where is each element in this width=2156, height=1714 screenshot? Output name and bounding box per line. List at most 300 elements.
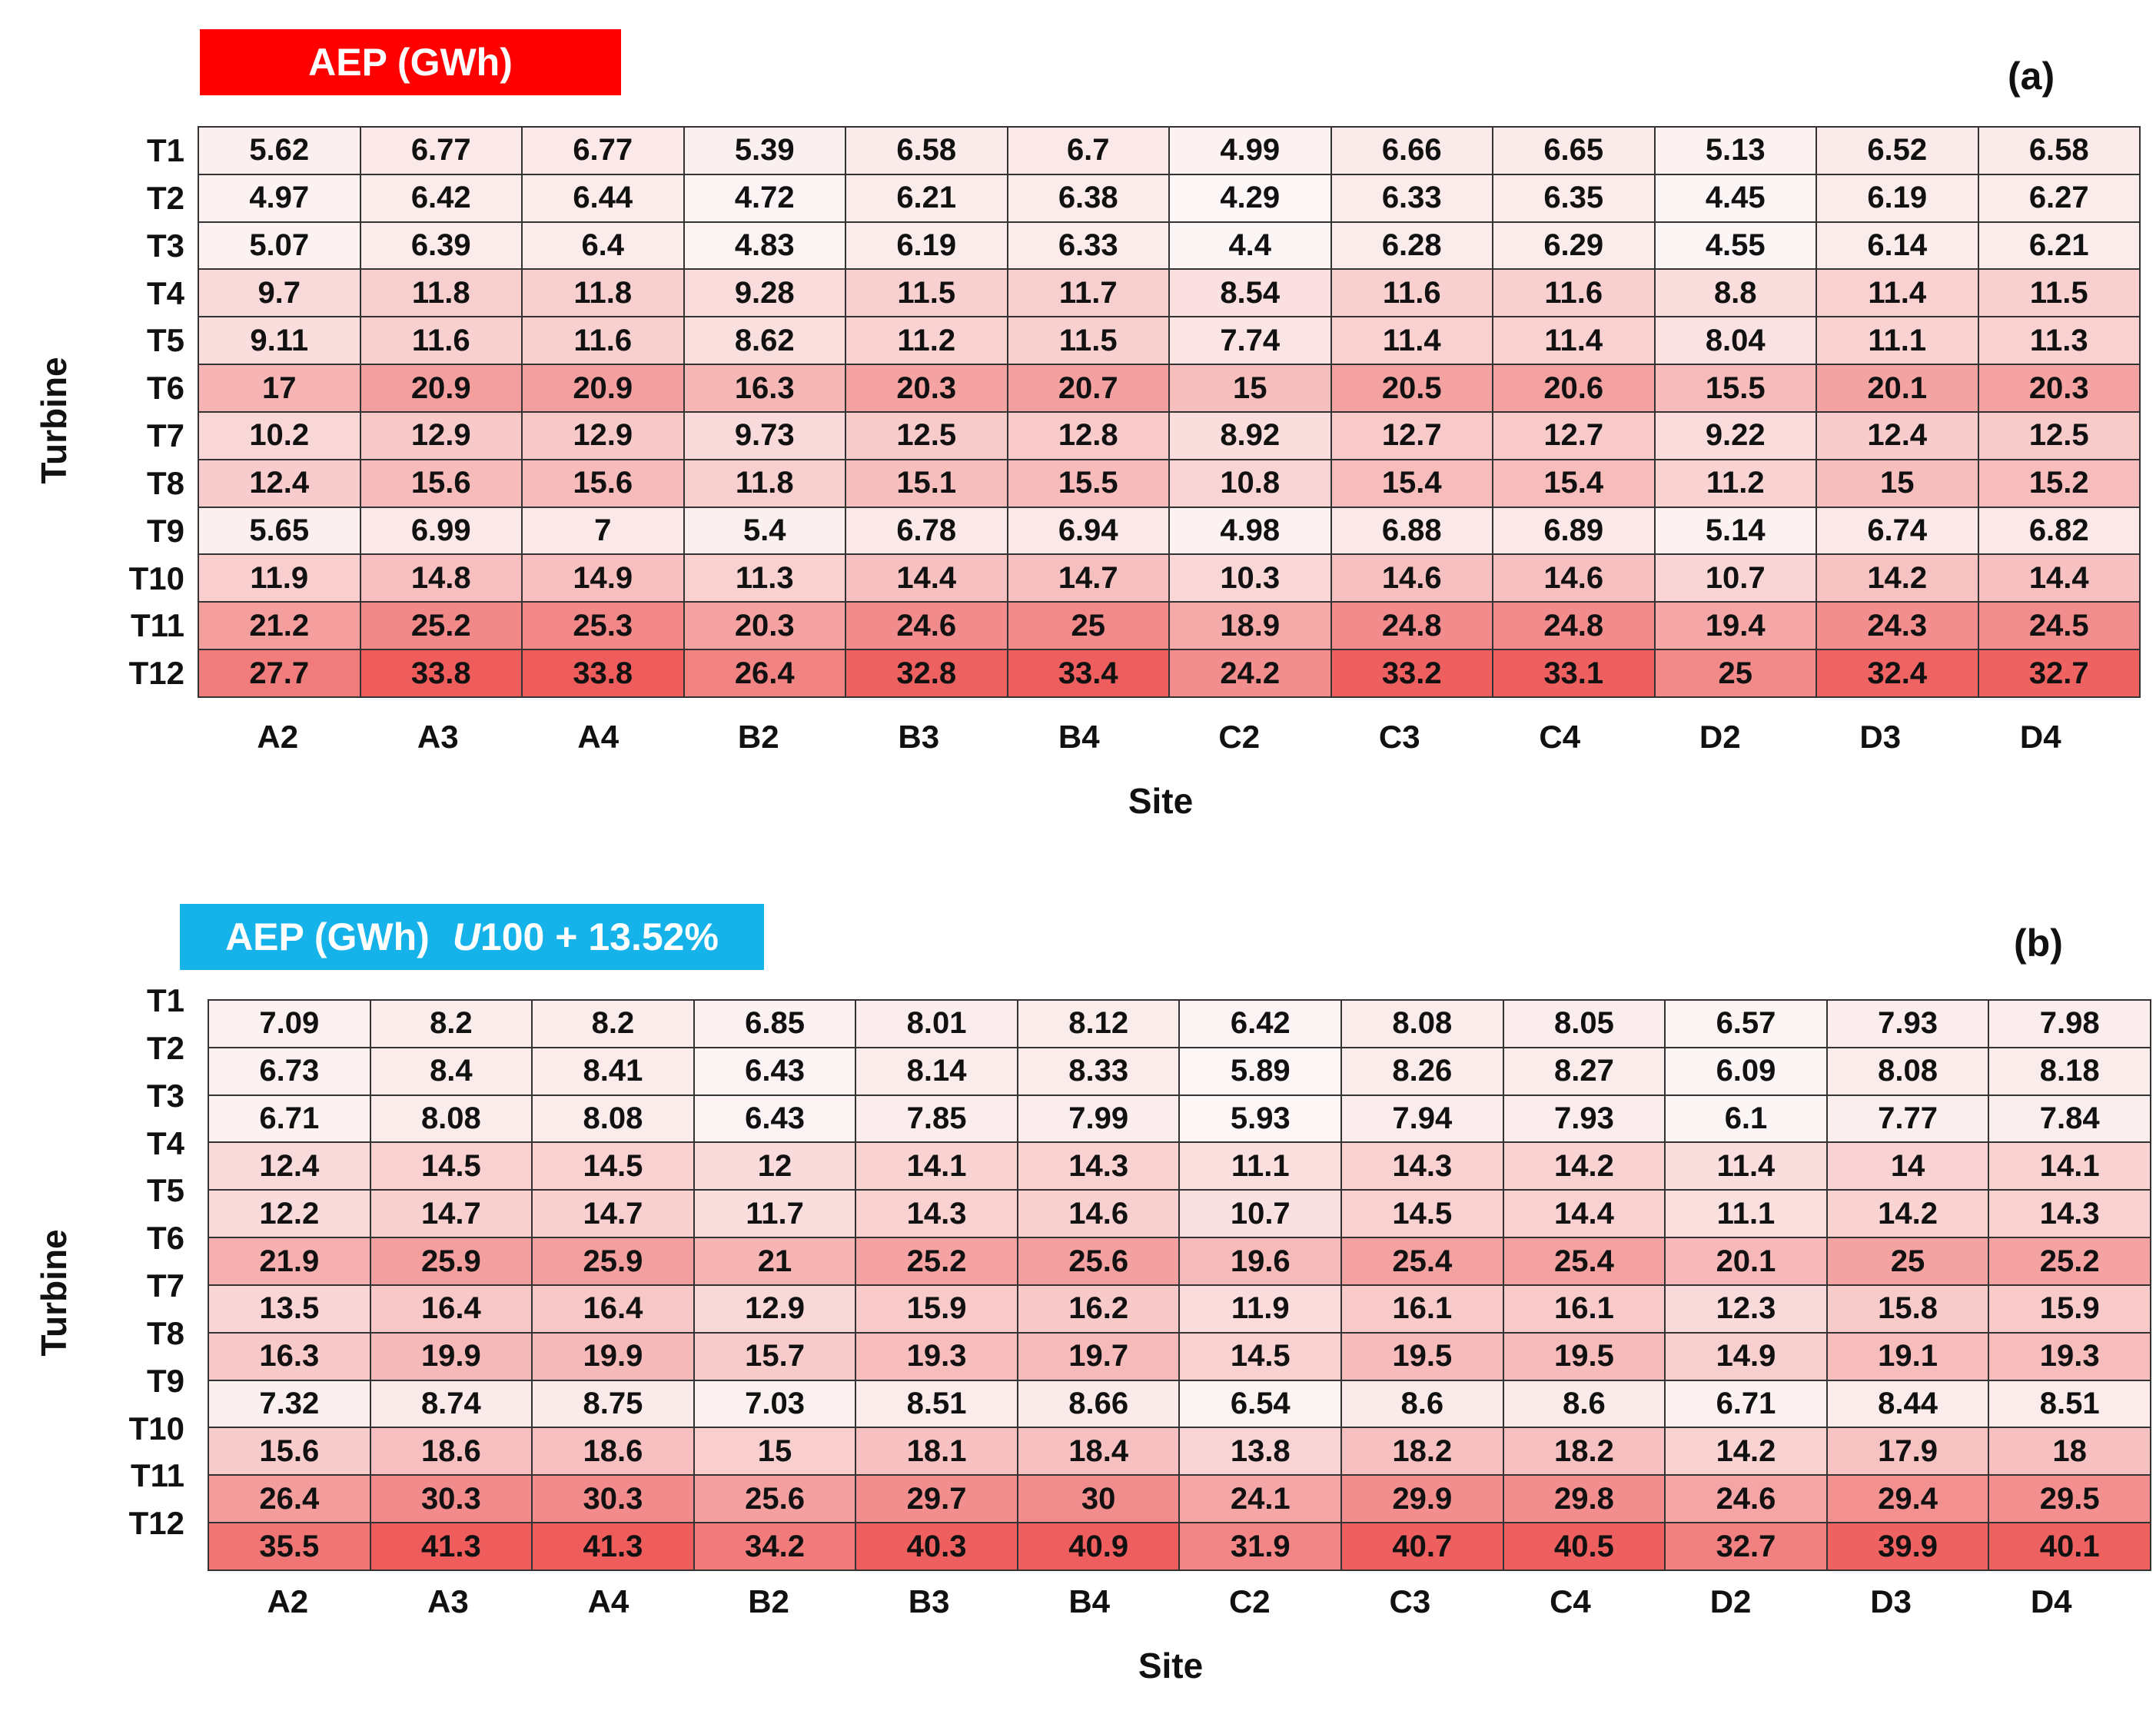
heatmap-cell: 8.62: [684, 317, 846, 364]
heatmap-row: [208, 1380, 2151, 1428]
column-label: B2: [737, 719, 779, 755]
heatmap-cell: 14.2: [1665, 1427, 1827, 1475]
heatmap-cell: 21.9: [208, 1237, 370, 1285]
heatmap-cell: 6.78: [845, 507, 1008, 555]
heatmap-row: [208, 1427, 2151, 1475]
heatmap-cell: 11.3: [684, 554, 846, 602]
column-label: A4: [577, 719, 620, 755]
heatmap-cell: 4.72: [684, 174, 846, 222]
heatmap-cell: 14.2: [1816, 554, 1978, 602]
heatmap-row: [208, 1142, 2151, 1190]
heatmap-cell: 24.6: [845, 602, 1008, 649]
heatmap-row: [198, 649, 2140, 697]
heatmap-grid: [208, 999, 2151, 1571]
heatmap-cell: 6.58: [845, 127, 1008, 174]
heatmap-cell: 40.7: [1341, 1523, 1503, 1570]
y-axis-label: Turbine: [34, 357, 74, 484]
heatmap-cell: 6.77: [522, 127, 684, 174]
chart-title-banner: [200, 29, 621, 95]
heatmap-cell: 25.9: [532, 1237, 694, 1285]
heatmap-panel-b: [0, 876, 2156, 1714]
heatmap-cell: 14.5: [532, 1142, 694, 1190]
heatmap-cell: 31.9: [1179, 1523, 1341, 1570]
heatmap-cell: 6.43: [694, 1095, 856, 1143]
heatmap-cell: 11.5: [1008, 317, 1170, 364]
heatmap-cell: 14.3: [1018, 1142, 1180, 1190]
chart-title: AEP (GWh): [308, 41, 513, 84]
heatmap-cell: 6.77: [360, 127, 523, 174]
heatmap-cell: 12.5: [1978, 412, 2141, 460]
heatmap-cell: 11.1: [1816, 317, 1978, 364]
heatmap-cell: 15.9: [855, 1285, 1018, 1333]
heatmap-cell: 6.35: [1493, 174, 1655, 222]
heatmap-row: [208, 1285, 2151, 1333]
heatmap-cell: 24.8: [1493, 602, 1655, 649]
heatmap-cell: 6.94: [1008, 507, 1170, 555]
heatmap-cell: 8.18: [1988, 1048, 2151, 1095]
heatmap-cell: 8.05: [1503, 1000, 1666, 1048]
column-label: B4: [1068, 1583, 1111, 1619]
heatmap-cell: 29.7: [855, 1475, 1018, 1523]
heatmap-cell: 8.08: [532, 1095, 694, 1143]
heatmap-cell: 10.7: [1179, 1190, 1341, 1237]
heatmap-cell: 14: [1827, 1142, 1989, 1190]
heatmap-cell: 5.07: [198, 222, 360, 270]
heatmap-cell: 16.1: [1341, 1285, 1503, 1333]
column-label: D3: [1859, 719, 1902, 755]
heatmap-cell: 6.28: [1331, 222, 1493, 270]
heatmap-cell: 6.21: [1978, 222, 2141, 270]
row-label: T10: [128, 560, 184, 596]
heatmap-cell: 24.2: [1169, 649, 1331, 697]
heatmap-cell: 11.9: [1179, 1285, 1341, 1333]
heatmap-cell: 8.92: [1169, 412, 1331, 460]
heatmap-cell: 21.2: [198, 602, 360, 649]
heatmap-cell: 11.7: [694, 1190, 856, 1237]
heatmap-cell: 15: [694, 1427, 856, 1475]
column-label: D4: [2030, 1583, 2072, 1619]
heatmap-row: [198, 364, 2140, 412]
heatmap-row: [198, 174, 2140, 222]
heatmap-cell: 16.2: [1018, 1285, 1180, 1333]
column-label: D4: [2019, 719, 2061, 755]
heatmap-cell: 33.1: [1493, 649, 1655, 697]
column-label: C3: [1389, 1583, 1431, 1619]
heatmap-cell: 15.6: [208, 1427, 370, 1475]
heatmap-cell: 24.5: [1978, 602, 2141, 649]
heatmap-cell: 12.7: [1493, 412, 1655, 460]
heatmap-cell: 5.4: [684, 507, 846, 555]
heatmap-cell: 14.6: [1018, 1190, 1180, 1237]
row-label: T3: [146, 227, 184, 264]
heatmap-cell: 17.9: [1827, 1427, 1989, 1475]
heatmap-cell: 4.4: [1169, 222, 1331, 270]
heatmap-cell: 40.3: [855, 1523, 1018, 1570]
row-label: T8: [146, 1314, 184, 1351]
heatmap-cell: 8.12: [1018, 1000, 1180, 1048]
heatmap-cell: 6.7: [1008, 127, 1170, 174]
heatmap-cell: 20.3: [1978, 364, 2141, 412]
heatmap-cell: 6.14: [1816, 222, 1978, 270]
heatmap-cell: 5.65: [198, 507, 360, 555]
heatmap-cell: 30.3: [532, 1475, 694, 1523]
heatmap-row: [208, 1048, 2151, 1095]
heatmap-cell: 25.6: [1018, 1237, 1180, 1285]
heatmap-cell: 25.4: [1341, 1237, 1503, 1285]
heatmap-cell: 6.85: [694, 1000, 856, 1048]
heatmap-cell: 25.2: [360, 602, 523, 649]
heatmap-cell: 14.1: [1988, 1142, 2151, 1190]
heatmap-cell: 25.2: [855, 1237, 1018, 1285]
heatmap-cell: 33.8: [360, 649, 523, 697]
heatmap-cell: 40.1: [1988, 1523, 2151, 1570]
heatmap-cell: 11.6: [360, 317, 523, 364]
heatmap-cell: 14.1: [855, 1142, 1018, 1190]
heatmap-cell: 24.1: [1179, 1475, 1341, 1523]
heatmap-cell: 6.27: [1978, 174, 2141, 222]
heatmap-cell: 8.08: [370, 1095, 533, 1143]
heatmap-cell: 9.11: [198, 317, 360, 364]
column-label: C4: [1550, 1583, 1591, 1619]
heatmap-cell: 18.1: [855, 1427, 1018, 1475]
heatmap-cell: 14.3: [1341, 1142, 1503, 1190]
heatmap-cell: 7.84: [1988, 1095, 2151, 1143]
heatmap-cell: 19.9: [370, 1333, 533, 1380]
heatmap-cell: 15.4: [1331, 460, 1493, 507]
heatmap-cell: 33.4: [1008, 649, 1170, 697]
heatmap-cell: 7.93: [1827, 1000, 1989, 1048]
heatmap-cell: 6.19: [845, 222, 1008, 270]
heatmap-row: [198, 507, 2140, 555]
row-label: T10: [128, 1410, 184, 1447]
heatmap-cell: 14.7: [1008, 554, 1170, 602]
heatmap-cell: 6.73: [208, 1048, 370, 1095]
column-label: C2: [1228, 1583, 1271, 1619]
heatmap-cell: 40.9: [1018, 1523, 1180, 1570]
heatmap-cell: 14.5: [370, 1142, 533, 1190]
heatmap-cell: 19.5: [1503, 1333, 1666, 1380]
row-label: T4: [146, 274, 184, 311]
heatmap-cell: 19.4: [1655, 602, 1817, 649]
heatmap-cell: 19.3: [1988, 1333, 2151, 1380]
heatmap-cell: 6.29: [1493, 222, 1655, 270]
heatmap-cell: 12.8: [1008, 412, 1170, 460]
heatmap-cell: 12.5: [845, 412, 1008, 460]
heatmap-cell: 34.2: [694, 1523, 856, 1570]
heatmap-cell: 11.4: [1816, 269, 1978, 317]
heatmap-cell: 32.7: [1978, 649, 2141, 697]
heatmap-cell: 5.93: [1179, 1095, 1341, 1143]
column-label: C3: [1378, 719, 1420, 755]
heatmap-cell: 40.5: [1503, 1523, 1666, 1570]
heatmap-row: [208, 1523, 2151, 1570]
heatmap-cell: 24.6: [1665, 1475, 1827, 1523]
heatmap-cell: 29.5: [1988, 1475, 2151, 1523]
heatmap-cell: 12.4: [208, 1142, 370, 1190]
heatmap-cell: 8.4: [370, 1048, 533, 1095]
heatmap-cell: 7.74: [1169, 317, 1331, 364]
heatmap-cell: 18: [1988, 1427, 2151, 1475]
heatmap-cell: 18.9: [1169, 602, 1331, 649]
heatmap-cell: 11.6: [1331, 269, 1493, 317]
heatmap-cell: 32.7: [1665, 1523, 1827, 1570]
heatmap-cell: 6.71: [208, 1095, 370, 1143]
heatmap-cell: 8.01: [855, 1000, 1018, 1048]
heatmap-cell: 6.54: [1179, 1380, 1341, 1428]
heatmap-cell: 8.6: [1341, 1380, 1503, 1428]
row-label: T6: [146, 1220, 184, 1257]
heatmap-cell: 41.3: [370, 1523, 533, 1570]
x-axis-label: Site: [1138, 1646, 1204, 1686]
heatmap-row: [198, 412, 2140, 460]
heatmap-cell: 25: [1008, 602, 1170, 649]
heatmap-cell: 6.74: [1816, 507, 1978, 555]
heatmap-cell: 15.5: [1655, 364, 1817, 412]
column-label: B2: [748, 1583, 789, 1619]
heatmap-cell: 6.82: [1978, 507, 2141, 555]
heatmap-cell: 6.44: [522, 174, 684, 222]
row-label: T12: [128, 655, 184, 692]
heatmap-cell: 20.7: [1008, 364, 1170, 412]
heatmap-cell: 8.33: [1018, 1048, 1180, 1095]
heatmap-cell: 24.8: [1331, 602, 1493, 649]
row-label: T1: [146, 982, 184, 1018]
heatmap-cell: 19.6: [1179, 1237, 1341, 1285]
x-axis-label: Site: [1128, 781, 1194, 821]
heatmap-row: [198, 602, 2140, 649]
column-label: A2: [267, 1583, 309, 1619]
heatmap-cell: 19.3: [855, 1333, 1018, 1380]
heatmap-row: [198, 127, 2140, 174]
heatmap-cell: 20.1: [1665, 1237, 1827, 1285]
heatmap-cell: 14.9: [1665, 1333, 1827, 1380]
heatmap-cell: 27.7: [198, 649, 360, 697]
heatmap-cell: 6.4: [522, 222, 684, 270]
heatmap-cell: 16.3: [208, 1333, 370, 1380]
heatmap-cell: 20.6: [1493, 364, 1655, 412]
heatmap-cell: 14.8: [360, 554, 523, 602]
heatmap-cell: 15: [1816, 460, 1978, 507]
heatmap-cell: 41.3: [532, 1523, 694, 1570]
heatmap-cell: 7.98: [1988, 1000, 2151, 1048]
column-label: B3: [908, 1583, 950, 1619]
column-label: A3: [417, 719, 459, 755]
heatmap-cell: 15.1: [845, 460, 1008, 507]
heatmap-row: [198, 317, 2140, 364]
row-label: T9: [146, 512, 184, 549]
heatmap-cell: 25: [1655, 649, 1817, 697]
heatmap-cell: 14.3: [855, 1190, 1018, 1237]
heatmap-cell: 15.5: [1008, 460, 1170, 507]
heatmap-cell: 26.4: [208, 1475, 370, 1523]
heatmap-cell: 8.2: [370, 1000, 533, 1048]
heatmap-cell: 14.7: [532, 1190, 694, 1237]
heatmap-cell: 9.22: [1655, 412, 1817, 460]
heatmap-cell: 18.2: [1503, 1427, 1666, 1475]
heatmap-cell: 10.3: [1169, 554, 1331, 602]
heatmap-cell: 25.3: [522, 602, 684, 649]
column-label: A3: [427, 1583, 469, 1619]
row-label: T2: [146, 179, 184, 216]
heatmap-cell: 6.19: [1816, 174, 1978, 222]
chart-title: AEP (GWh): [225, 915, 430, 958]
heatmap-cell: 4.99: [1169, 127, 1331, 174]
heatmap-cell: 33.2: [1331, 649, 1493, 697]
heatmap-cell: 19.5: [1341, 1333, 1503, 1380]
heatmap-cell: 14.6: [1493, 554, 1655, 602]
column-label: A2: [257, 719, 299, 755]
heatmap-cell: 16.3: [684, 364, 846, 412]
heatmap-cell: 19.9: [532, 1333, 694, 1380]
y-axis-label: Turbine: [34, 1229, 74, 1357]
heatmap-cell: 11.1: [1179, 1142, 1341, 1190]
heatmap-cell: 19.1: [1827, 1333, 1989, 1380]
heatmap-cell: 11.8: [360, 269, 523, 317]
heatmap-cell: 4.98: [1169, 507, 1331, 555]
heatmap-cell: 8.2: [532, 1000, 694, 1048]
heatmap-cell: 14.5: [1341, 1190, 1503, 1237]
heatmap-cell: 6.1: [1665, 1095, 1827, 1143]
heatmap-cell: 19.7: [1018, 1333, 1180, 1380]
heatmap-cell: 6.52: [1816, 127, 1978, 174]
row-label: T9: [146, 1362, 184, 1399]
heatmap-cell: 35.5: [208, 1523, 370, 1570]
heatmap-cell: 15.6: [522, 460, 684, 507]
column-label: D2: [1709, 1583, 1752, 1619]
column-label: B3: [898, 719, 940, 755]
heatmap-row: [208, 1237, 2151, 1285]
heatmap-cell: 13.8: [1179, 1427, 1341, 1475]
chart-title-suffix: 100 + 13.52%: [480, 915, 719, 958]
row-label: T1: [146, 132, 184, 168]
heatmap-cell: 17: [198, 364, 360, 412]
row-label: T3: [146, 1077, 184, 1114]
heatmap-cell: 25.6: [694, 1475, 856, 1523]
heatmap-cell: 6.99: [360, 507, 523, 555]
row-label: T7: [146, 1267, 184, 1304]
heatmap-cell: 11.5: [845, 269, 1008, 317]
heatmap-cell: 9.28: [684, 269, 846, 317]
heatmap-cell: 12.2: [208, 1190, 370, 1237]
heatmap-cell: 11.4: [1665, 1142, 1827, 1190]
chart-title-banner: [180, 904, 764, 970]
row-label: T5: [146, 322, 184, 359]
row-label: T12: [128, 1505, 184, 1542]
heatmap-cell: 12.9: [694, 1285, 856, 1333]
heatmap-cell: 29.9: [1341, 1475, 1503, 1523]
heatmap-cell: 14.5: [1179, 1333, 1341, 1380]
column-label: C2: [1218, 719, 1261, 755]
heatmap-panel-a: [0, 0, 2156, 838]
heatmap-cell: 4.97: [198, 174, 360, 222]
heatmap-cell: 11.8: [684, 460, 846, 507]
heatmap-cell: 20.1: [1816, 364, 1978, 412]
heatmap-cell: 8.41: [532, 1048, 694, 1095]
heatmap-cell: 15.4: [1493, 460, 1655, 507]
heatmap-cell: 30: [1018, 1475, 1180, 1523]
heatmap-cell: 6.58: [1978, 127, 2141, 174]
heatmap-cell: 32.8: [845, 649, 1008, 697]
heatmap-cell: 7: [522, 507, 684, 555]
heatmap-cell: 12.9: [360, 412, 523, 460]
row-label: T5: [146, 1172, 184, 1209]
heatmap-cell: 6.71: [1665, 1380, 1827, 1428]
heatmap-cell: 6.33: [1331, 174, 1493, 222]
heatmap-cell: 18.6: [532, 1427, 694, 1475]
heatmap-cell: 7.99: [1018, 1095, 1180, 1143]
panel-label: (b): [2014, 922, 2063, 965]
heatmap-cell: 14.4: [845, 554, 1008, 602]
heatmap-cell: 14.2: [1503, 1142, 1666, 1190]
heatmap-cell: 8.66: [1018, 1380, 1180, 1428]
heatmap-cell: 12.4: [1816, 412, 1978, 460]
heatmap-cell: 15: [1169, 364, 1331, 412]
heatmap-cell: 6.42: [360, 174, 523, 222]
heatmap-cell: 11.3: [1978, 317, 2141, 364]
chart-title-variable: U: [452, 915, 480, 958]
heatmap-row: [198, 554, 2140, 602]
heatmap-row: [198, 460, 2140, 507]
heatmap-cell: 14.3: [1988, 1190, 2151, 1237]
heatmap-cell: 8.54: [1169, 269, 1331, 317]
heatmap-cell: 20.3: [845, 364, 1008, 412]
heatmap-cell: 4.55: [1655, 222, 1817, 270]
heatmap-cell: 11.7: [1008, 269, 1170, 317]
heatmap-cell: 12.4: [198, 460, 360, 507]
heatmap-cell: 20.9: [360, 364, 523, 412]
heatmap-row: [198, 222, 2140, 270]
row-label: T7: [146, 417, 184, 453]
heatmap-cell: 30.3: [370, 1475, 533, 1523]
heatmap-cell: 15.9: [1988, 1285, 2151, 1333]
row-label: T4: [146, 1124, 184, 1161]
row-label: T8: [146, 464, 184, 501]
heatmap-cell: 11.6: [1493, 269, 1655, 317]
heatmap-cell: 9.7: [198, 269, 360, 317]
heatmap-cell: 16.1: [1503, 1285, 1666, 1333]
heatmap-cell: 7.09: [208, 1000, 370, 1048]
heatmap-cell: 11.5: [1978, 269, 2141, 317]
heatmap-cell: 25.9: [370, 1237, 533, 1285]
heatmap-cell: 5.39: [684, 127, 846, 174]
column-label: C4: [1539, 719, 1581, 755]
heatmap-cell: 13.5: [208, 1285, 370, 1333]
heatmap-cell: 6.21: [845, 174, 1008, 222]
heatmap-cell: 25.4: [1503, 1237, 1666, 1285]
heatmap-cell: 7.93: [1503, 1095, 1666, 1143]
heatmap-cell: 14.7: [370, 1190, 533, 1237]
heatmap-cell: 8.6: [1503, 1380, 1666, 1428]
heatmap-cell: 33.8: [522, 649, 684, 697]
heatmap-cell: 24.3: [1816, 602, 1978, 649]
heatmap-cell: 4.29: [1169, 174, 1331, 222]
heatmap-cell: 12.9: [522, 412, 684, 460]
row-label: T11: [130, 1457, 184, 1494]
heatmap-cell: 8.04: [1655, 317, 1817, 364]
heatmap-cell: 16.4: [370, 1285, 533, 1333]
heatmap-cell: 14.4: [1978, 554, 2141, 602]
heatmap-cell: 6.42: [1179, 1000, 1341, 1048]
heatmap-cell: 4.83: [684, 222, 846, 270]
heatmap-cell: 11.8: [522, 269, 684, 317]
heatmap-cell: 8.51: [855, 1380, 1018, 1428]
column-label: D3: [1870, 1583, 1912, 1619]
heatmap-cell: 16.4: [532, 1285, 694, 1333]
heatmap-cell: 14.6: [1331, 554, 1493, 602]
heatmap-cell: 8.08: [1341, 1000, 1503, 1048]
heatmap-cell: 8.8: [1655, 269, 1817, 317]
heatmap-cell: 18.6: [370, 1427, 533, 1475]
